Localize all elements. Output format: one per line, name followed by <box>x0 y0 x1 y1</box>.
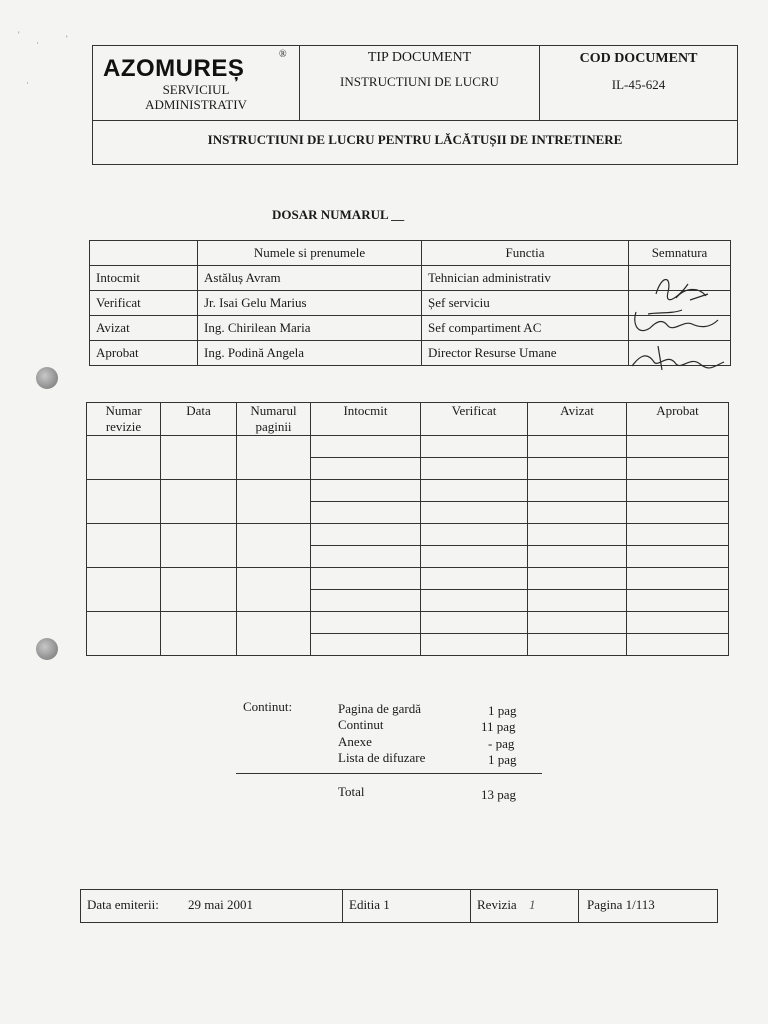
department <box>93 82 299 112</box>
document-title: INSTRUCTIUNI DE LUCRU PENTRU LĂCĂTUȘII DE INTRETINERE <box>207 132 623 147</box>
contents-item-pages: - pag <box>488 736 515 751</box>
contents-item-name: Continut <box>338 717 384 732</box>
contents-item-name: Anexe <box>338 734 372 749</box>
contents-label: Continut: <box>243 699 293 714</box>
approvals-col-function: Functia <box>422 241 629 266</box>
revision-label: Revizia <box>477 897 517 912</box>
punch-hole <box>36 638 58 660</box>
document-footer <box>80 889 718 923</box>
table-row <box>87 568 729 590</box>
name-cell: Ing. Podină Angela <box>198 341 422 366</box>
contents-item-pages: 11 pag <box>481 719 516 734</box>
revisions-col-date: Data <box>161 403 237 436</box>
doc-code-value: IL-45-624 <box>611 77 666 92</box>
revisions-col-endorsed: Avizat <box>528 403 627 436</box>
page-number: Pagina 1/113 <box>587 897 655 912</box>
function-cell: Sef compartiment AC <box>422 316 629 341</box>
summary-divider <box>236 773 542 774</box>
doc-type-value: INSTRUCTIUNI DE LUCRU <box>340 74 499 89</box>
punch-hole <box>36 367 58 389</box>
revision-value: 1 <box>529 897 536 912</box>
scan-speck: ' <box>18 30 20 40</box>
revisions-table <box>86 402 729 656</box>
edition: Editia 1 <box>349 897 390 912</box>
doc-code-label: COD DOCUMENT <box>579 51 698 66</box>
table-row <box>87 612 729 634</box>
revisions-col-verified: Verificat <box>421 403 528 436</box>
function-cell: Tehnician administrativ <box>422 266 629 291</box>
dossier-number: DOSAR NUMARUL __ <box>272 207 405 222</box>
document-header <box>92 45 738 165</box>
registered-mark: ® <box>279 49 287 60</box>
contents-item-name: Lista de difuzare <box>338 750 426 765</box>
handwritten-signatures <box>628 266 730 376</box>
issue-date-label: Data emiterii: <box>87 897 159 912</box>
name-cell: Ing. Chirilean Maria <box>198 316 422 341</box>
revisions-col-number: Numar revizie <box>87 403 161 436</box>
role-cell: Avizat <box>90 316 198 341</box>
signature-avizat <box>635 310 718 331</box>
total-pages: 13 pag <box>481 787 517 802</box>
company-logo: AZOMUREȘ <box>103 55 245 82</box>
signature-aprobat <box>632 346 724 370</box>
contents-item-name: Pagina de gardă <box>338 701 422 716</box>
role-cell: Aprobat <box>90 341 198 366</box>
function-cell: Director Resurse Umane <box>422 341 629 366</box>
contents-item-pages: 1 pag <box>488 752 517 767</box>
role-cell: Verificat <box>90 291 198 316</box>
contents-item-pages: 1 pag <box>488 703 517 718</box>
revisions-col-prepared: Intocmit <box>311 403 421 436</box>
issue-date: 29 mai 2001 <box>188 897 253 912</box>
approvals-header-row <box>90 241 731 266</box>
scan-speck: · <box>36 38 39 48</box>
doc-type-label: TIP DOCUMENT <box>367 50 472 65</box>
department-line2: ADMINISTRATIV <box>145 97 247 112</box>
table-row <box>87 524 729 546</box>
total-label: Total <box>338 784 365 799</box>
scan-speck: · <box>26 78 29 88</box>
role-cell: Intocmit <box>90 266 198 291</box>
name-cell: Jr. Isai Gelu Marius <box>198 291 422 316</box>
revisions-header-row <box>87 403 729 436</box>
revisions-col-pages: Numarul paginii <box>237 403 311 436</box>
department-line1: SERVICIUL <box>162 82 230 97</box>
name-cell: Astăluș Avram <box>198 266 422 291</box>
scan-speck: ' <box>66 34 68 44</box>
approvals-col-role <box>90 241 198 266</box>
approvals-col-name: Numele si prenumele <box>198 241 422 266</box>
table-row <box>87 480 729 502</box>
signature-verificat <box>656 280 708 301</box>
table-row <box>87 436 729 458</box>
revisions-col-approved: Aprobat <box>627 403 729 436</box>
approvals-col-signature: Semnatura <box>629 241 731 266</box>
function-cell: Șef serviciu <box>422 291 629 316</box>
